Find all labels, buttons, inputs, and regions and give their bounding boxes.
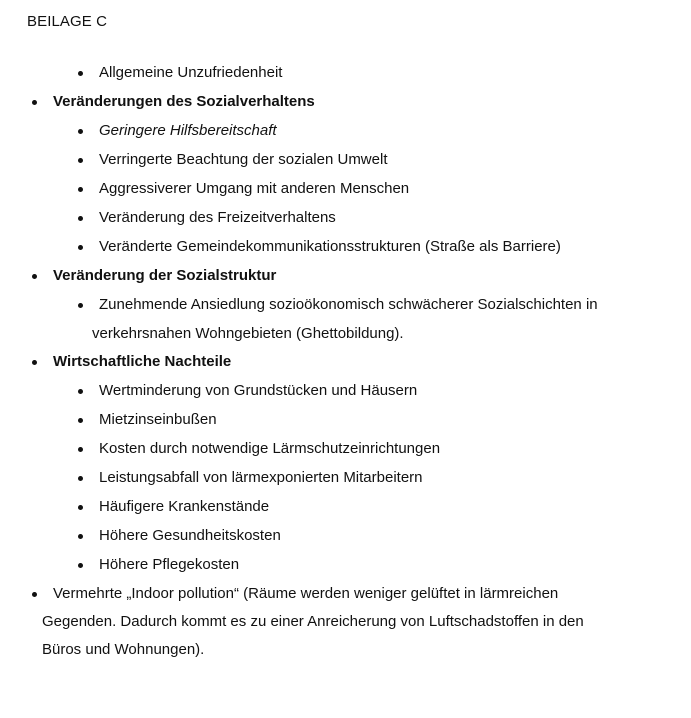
bullet-icon	[32, 592, 37, 597]
list-item: Häufigere Krankenstände	[99, 498, 270, 515]
bullet-icon	[78, 129, 83, 134]
list-item: Höhere Pflegekosten	[99, 556, 240, 573]
list-item: Verringerte Beachtung der sozialen Umwelt	[99, 151, 388, 168]
list-item: Veränderte Gemeindekommunikationsstrukturen (Straße als Barriere)	[99, 238, 561, 255]
list-item: Leistungsabfall von lärmexponierten Mitarbeitern	[99, 469, 423, 486]
section-heading: Veränderungen des Sozialverhaltens	[53, 93, 315, 110]
bullet-icon	[78, 534, 83, 539]
list-item: Höhere Gesundheitskosten	[99, 527, 281, 544]
list-item-continuation: Büros und Wohnungen).	[42, 641, 205, 658]
section-heading: Wirtschaftliche Nachteile	[53, 353, 232, 370]
bullet-icon	[78, 216, 83, 221]
document-title: BEILAGE C	[27, 13, 108, 30]
bullet-icon	[32, 360, 37, 365]
list-item-continuation: verkehrsnahen Wohngebieten (Ghettobildung).	[92, 325, 404, 342]
list-item: Allgemeine Unzufriedenheit	[99, 64, 283, 81]
bullet-icon	[78, 389, 83, 394]
list-item: Geringere Hilfsbereitschaft	[99, 122, 277, 139]
bullet-icon	[78, 187, 83, 192]
bullet-icon	[78, 505, 83, 510]
bullet-icon	[32, 100, 37, 105]
bullet-icon	[32, 274, 37, 279]
section-heading: Veränderung der Sozialstruktur	[53, 267, 277, 284]
list-item: Zunehmende Ansiedlung sozioökonomisch schwächerer Sozialschichten in	[99, 296, 598, 313]
list-item-continuation: Gegenden. Dadurch kommt es zu einer Anreicherung von Luftschadstoffen in den	[42, 613, 584, 630]
list-item: Aggressiverer Umgang mit anderen Menschen	[99, 180, 410, 197]
bullet-icon	[78, 303, 83, 308]
bullet-icon	[78, 418, 83, 423]
bullet-icon	[78, 158, 83, 163]
bullet-icon	[78, 447, 83, 452]
list-item: Wertminderung von Grundstücken und Häusern	[99, 382, 418, 399]
list-item: Kosten durch notwendige Lärmschutzeinrichtungen	[99, 440, 441, 457]
list-item: Mietzinseinbußen	[99, 411, 217, 428]
list-item: Veränderung des Freizeitverhaltens	[99, 209, 336, 226]
bullet-icon	[78, 476, 83, 481]
list-item: Vermehrte „Indoor pollution“ (Räume werden weniger gelüftet in lärmreichen	[53, 585, 559, 602]
bullet-icon	[78, 71, 83, 76]
bullet-icon	[78, 563, 83, 568]
bullet-icon	[78, 245, 83, 250]
